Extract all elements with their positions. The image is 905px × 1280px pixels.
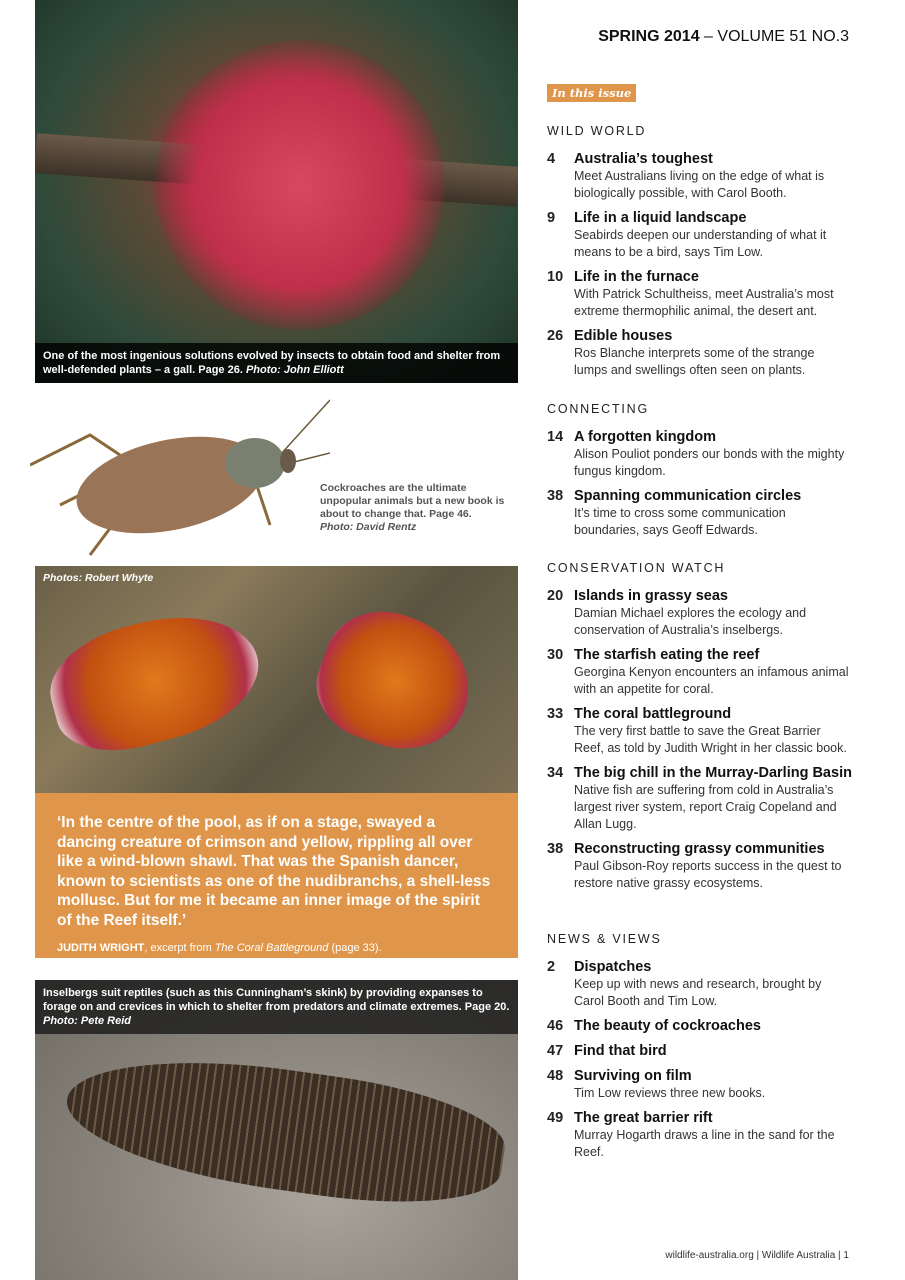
quote-source: JUDITH WRIGHT, excerpt from The Coral Battleground (page 33). <box>57 942 382 954</box>
entry-title: The coral battleground <box>574 706 732 722</box>
section-heading: CONSERVATION WATCH <box>547 561 726 575</box>
toc-entry[interactable] <box>547 764 867 833</box>
entry-description: Damian Michael explores the ecology and conservation of Australia’s inselbergs. <box>574 606 807 637</box>
gall-caption: One of the most ingenious solutions evolved by insects to obtain food and shelter from well-defended plants – a gall. Page 26. Photo: John Elliott <box>35 343 518 383</box>
section-heading: NEWS & VIEWS <box>547 932 662 946</box>
entry-description: Meet Australians living on the edge of what is biologically possible, with Carol Booth. <box>574 169 825 200</box>
pull-quote <box>35 793 518 958</box>
entry-title: The beauty of cockroaches <box>574 1018 761 1034</box>
section-heading: CONNECTING <box>547 402 650 416</box>
toc-entry[interactable] <box>547 958 867 1010</box>
nudibranch-left <box>38 596 272 766</box>
entry-title: Surviving on film <box>574 1068 692 1084</box>
entry-title: Find that bird <box>574 1043 667 1059</box>
issue-header: SPRING 2014 – VOLUME 51 NO.3 <box>598 28 849 45</box>
page-number: 33 <box>547 706 564 722</box>
cockroach-photo <box>30 395 330 565</box>
entry-title: A forgotten kingdom <box>574 429 717 445</box>
toc-entry[interactable] <box>547 428 867 480</box>
page-number: 30 <box>547 647 564 663</box>
nudibranch-photo <box>35 566 518 793</box>
entry-title: Life in the furnace <box>574 269 699 285</box>
page-number: 26 <box>547 328 564 344</box>
page-number: 10 <box>547 269 564 285</box>
entry-description: Tim Low reviews three new books. <box>574 1086 766 1100</box>
entry-description: It’s time to cross some communication boundaries, says Geoff Edwards. <box>574 506 786 537</box>
nudibranch-credit: Photos: Robert Whyte <box>43 572 154 584</box>
page-number: 38 <box>547 841 564 857</box>
toc-entry[interactable] <box>547 1042 867 1060</box>
entry-title: Dispatches <box>574 959 652 975</box>
entry-description: Keep up with news and research, brought by Carol Booth and Tim Low. <box>574 977 822 1008</box>
entry-title: Spanning communication circles <box>574 488 802 504</box>
entry-title: The great barrier rift <box>574 1110 713 1126</box>
entry-description: The very first battle to save the Great Barrier Reef, as told by Judith Wright in her classic book. <box>574 724 847 755</box>
toc-entry[interactable] <box>547 587 867 639</box>
page-number: 49 <box>547 1110 564 1126</box>
toc-entry[interactable] <box>547 150 867 202</box>
entry-title: Australia’s toughest <box>574 151 713 167</box>
in-this-issue-label: In this issue <box>547 84 636 102</box>
cockroach-caption: Cockroaches are the ultimate unpopular animals but a new book is about to change that. Page 46. Photo: David Rentz <box>320 482 505 533</box>
toc-entry[interactable] <box>547 840 867 892</box>
toc-entry[interactable] <box>547 327 867 379</box>
page-number: 47 <box>547 1043 564 1059</box>
toc-section <box>547 561 867 899</box>
page-number: 46 <box>547 1018 564 1034</box>
skink-caption: Inselbergs suit reptiles (such as this Cunningham’s skink) by providing expanses to forage on and crevices in which to shelter from predators and climate extremes. Page 20. Photo: Pete Reid <box>35 980 518 1034</box>
toc-entry[interactable] <box>547 487 867 539</box>
toc-entry[interactable] <box>547 646 867 698</box>
page-number: 2 <box>547 959 556 975</box>
gall <box>155 40 445 330</box>
entry-description: With Patrick Schultheiss, meet Australia’s most extreme thermophilic animal, the desert ant. <box>574 287 834 318</box>
entry-description: Native fish are suffering from cold in Australia’s largest river system, report Craig Copeland and Allan Lugg. <box>574 783 837 831</box>
entry-description: Paul Gibson-Roy reports success in the quest to restore native grassy ecosystems. <box>574 859 842 890</box>
toc-section <box>547 932 867 1168</box>
entry-title: Islands in grassy seas <box>574 588 728 604</box>
toc-entry[interactable] <box>547 1067 867 1102</box>
section-heading: WILD WORLD <box>547 124 647 138</box>
entry-description: Georgina Kenyon encounters an infamous animal with an appetite for coral. <box>574 665 849 696</box>
page-number: 14 <box>547 429 564 445</box>
entry-title: Life in a liquid landscape <box>574 210 747 226</box>
gall-photo <box>35 0 518 383</box>
skink-photo <box>35 980 518 1280</box>
skink <box>59 1040 511 1220</box>
entry-title: Edible houses <box>574 328 673 344</box>
page-number: 4 <box>547 151 556 167</box>
page-number: 9 <box>547 210 556 226</box>
toc-section <box>547 402 867 546</box>
toc-entry[interactable] <box>547 1017 867 1035</box>
nudibranch-right <box>302 594 487 767</box>
entry-description: Alison Pouliot ponders our bonds with the mighty fungus kingdom. <box>574 447 845 478</box>
quote-text: ‘In the centre of the pool, as if on a stage, swayed a dancing creature of crimson and yellow, rippling all over like a wind-blown shawl. That was the Spanish dancer, known to scientists as one of the nudibranchs, a shell-less mollusc. But for me it became an inner image of the spirit of the Reef itself.’ <box>57 814 491 929</box>
page-number: 34 <box>547 765 564 781</box>
toc-entry[interactable] <box>547 209 867 261</box>
entry-description: Seabirds deepen our understanding of what it means to be a bird, says Tim Low. <box>574 228 827 259</box>
entry-title: The starfish eating the reef <box>574 647 760 663</box>
page-number: 38 <box>547 488 564 504</box>
toc-entry[interactable] <box>547 1109 867 1161</box>
entry-description: Ros Blanche interprets some of the strange lumps and swellings often seen on plants. <box>574 346 815 377</box>
entry-title: Reconstructing grassy communities <box>574 841 825 857</box>
toc-entry[interactable] <box>547 268 867 320</box>
page-number: 48 <box>547 1068 564 1084</box>
page-number: 20 <box>547 588 564 604</box>
entry-description: Murray Hogarth draws a line in the sand for the Reef. <box>574 1128 835 1159</box>
toc-entry[interactable] <box>547 705 867 757</box>
toc-section <box>547 124 867 386</box>
page-footer: wildlife-australia.org | Wildlife Australia | 1 <box>665 1250 849 1261</box>
entry-title: The big chill in the Murray-Darling Basin <box>574 765 852 781</box>
